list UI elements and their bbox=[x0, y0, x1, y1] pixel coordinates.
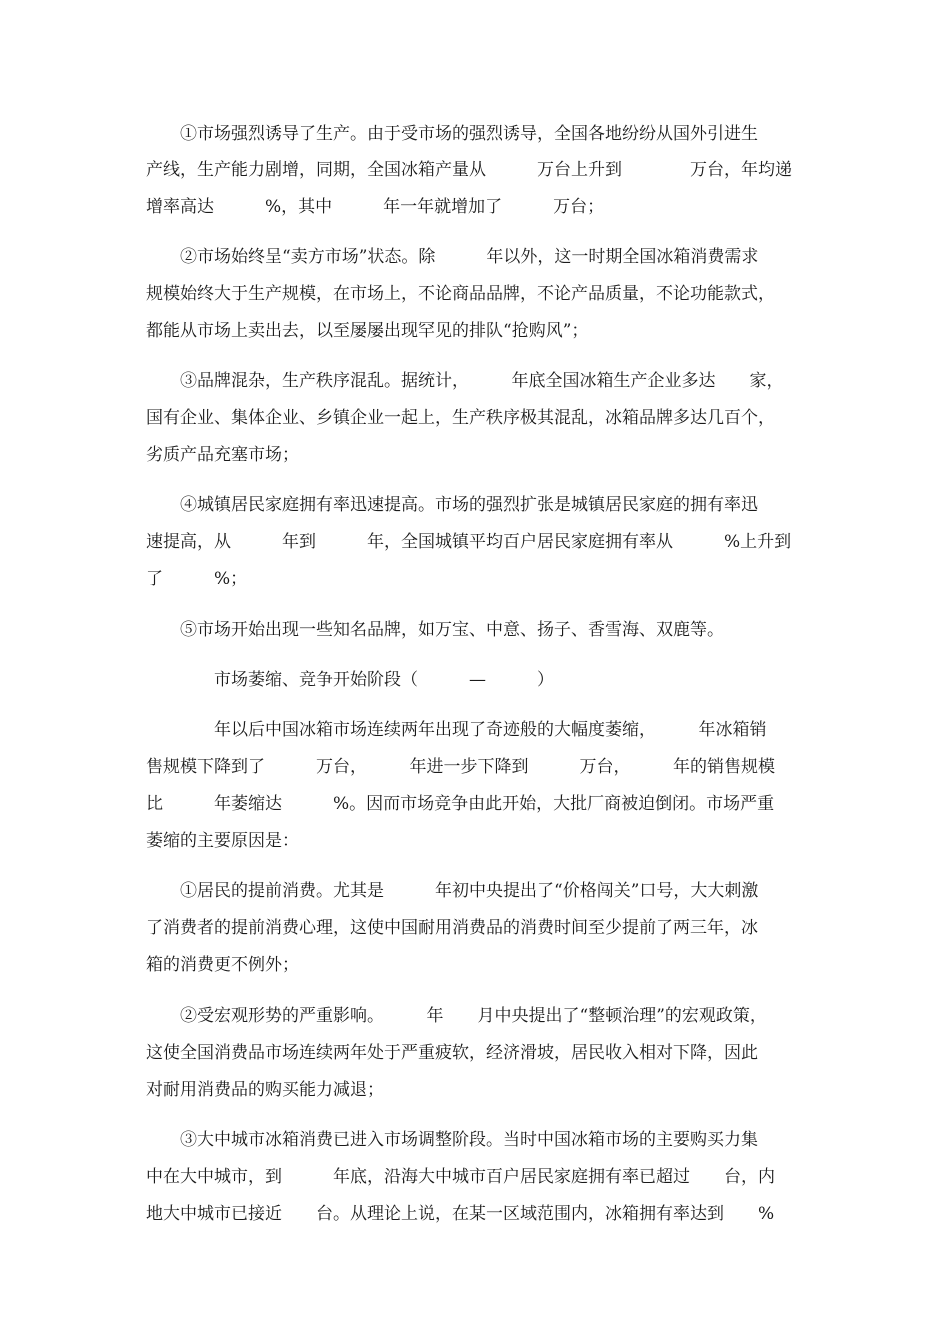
text-line: 比 年萎缩达 %。因而市场竞争由此开始，大批厂商被迫倒闭。市场严重 bbox=[146, 794, 775, 814]
text-line: 中在大中城市，到 年底，沿海大中城市百户居民家庭拥有率已超过 台，内 bbox=[146, 1167, 775, 1187]
text-line: ②市场始终呈“卖方市场”状态。除 年以外，这一时期全国冰箱消费需求 bbox=[146, 247, 759, 267]
text-line: 国有企业、集体企业、乡镇企业一起上，生产秩序极其混乱，冰箱品牌多达几百个， bbox=[146, 408, 775, 428]
text-line: 产线，生产能力剧增，同期，全国冰箱产量从 万台上升到 万台，年均递 bbox=[146, 160, 792, 180]
text-line: 速提高，从 年到 年，全国城镇平均百户居民家庭拥有率从 %上升到 bbox=[146, 532, 792, 552]
text-line: 地大中城市已接近 台。从理论上说，在某一区域范围内，冰箱拥有率达到 % bbox=[146, 1204, 775, 1224]
text-line: ①居民的提前消费。尤其是 年初中央提出了“价格闯关”口号，大大刺激 bbox=[146, 881, 759, 901]
text-line: 萎缩的主要原因是： bbox=[146, 831, 299, 851]
text-line: 了消费者的提前消费心理，这使中国耐用消费品的消费时间至少提前了两三年，冰 bbox=[146, 918, 758, 938]
text-line: 对耐用消费品的购买能力减退； bbox=[146, 1080, 384, 1100]
text-line: ③大中城市冰箱消费已进入市场调整阶段。当时中国冰箱市场的主要购买力集 bbox=[146, 1130, 758, 1150]
text-line: ②受宏观形势的严重影响。 年 月中央提出了“整顿治理”的宏观政策， bbox=[146, 1006, 767, 1026]
text-line: 都能从市场上卖出去，以至屡屡出现罕见的排队“抢购风”； bbox=[146, 321, 589, 341]
text-line: 增率高达 %，其中 年一年就增加了 万台； bbox=[146, 197, 605, 217]
text-line: 规模始终大于生产规模，在市场上，不论商品品牌，不论产品质量，不论功能款式， bbox=[146, 284, 775, 304]
text-line: 箱的消费更不例外； bbox=[146, 955, 299, 975]
text-line: 这使全国消费品市场连续两年处于严重疲软，经济滑坡，居民收入相对下降，因此 bbox=[146, 1043, 758, 1063]
section-heading: 市场萎缩、竞争开始阶段（ — ） bbox=[146, 670, 554, 690]
text-line: ①市场强烈诱导了生产。由于受市场的强烈诱导，全国各地纷纷从国外引进生 bbox=[146, 124, 758, 144]
text-line: ④城镇居民家庭拥有率迅速提高。市场的强烈扩张是城镇居民家庭的拥有率迅 bbox=[146, 495, 758, 515]
text-line: 劣质产品充塞市场； bbox=[146, 445, 299, 465]
text-line: 了 %； bbox=[146, 569, 248, 589]
text-line: ③品牌混杂，生产秩序混乱。据统计， 年底全国冰箱生产企业多达 家， bbox=[146, 371, 784, 391]
text-line: ⑤市场开始出现一些知名品牌，如万宝、中意、扬子、香雪海、双鹿等。 bbox=[146, 620, 724, 640]
text-line: 售规模下降到了 万台， 年进一步下降到 万台， 年的销售规模 bbox=[146, 757, 775, 777]
text-line: 年以后中国冰箱市场连续两年出现了奇迹般的大幅度萎缩， 年冰箱销 bbox=[146, 720, 767, 740]
